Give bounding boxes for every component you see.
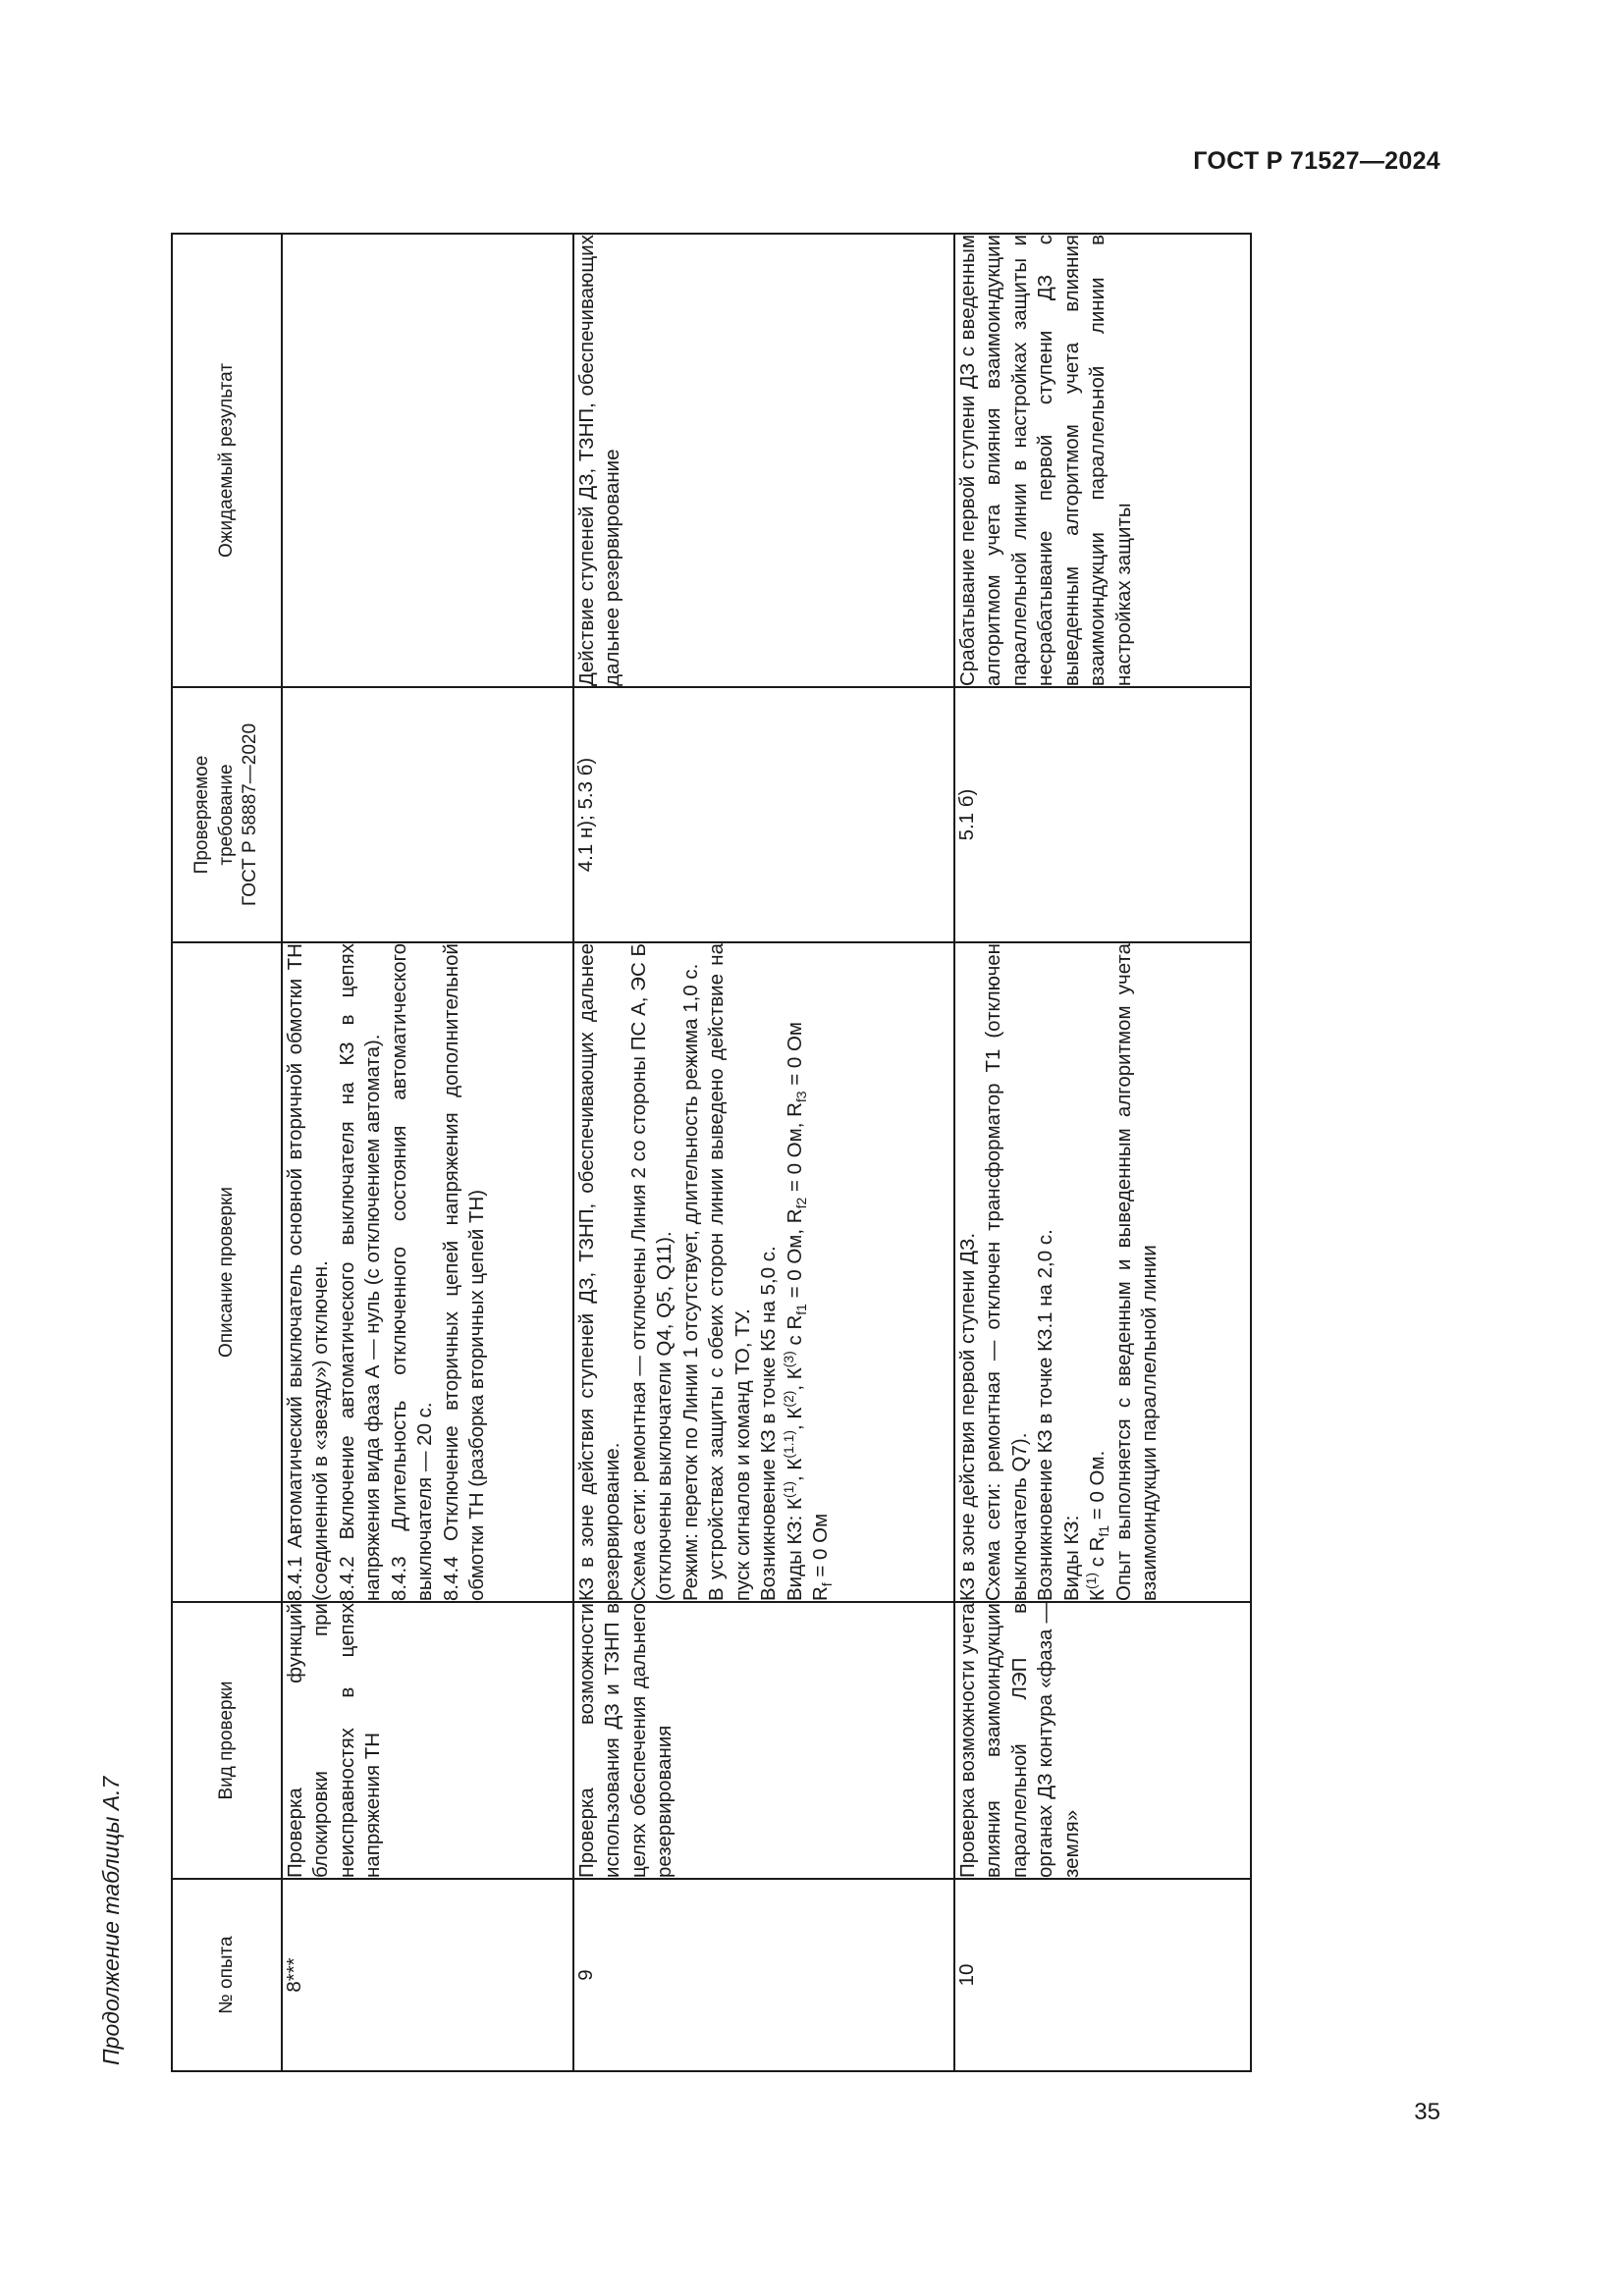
description-line: 8.4.2 Включение автоматического выключателя на КЗ в цепях напряжения вида фаза А — нуль (с отключением автомата). — [335, 943, 385, 1601]
cell-requirement — [282, 687, 573, 942]
req-header-line: Проверяемое — [190, 755, 212, 875]
description-line: В устройствах защиты с обеих сторон линии выведено действие на пуск сигналов и команд ТО, ТУ. — [705, 943, 754, 1601]
col-header-kind: Вид проверки — [172, 1602, 282, 1879]
resistance-index: f1 — [792, 1304, 809, 1315]
test-table — [171, 233, 1252, 2072]
cell-description — [573, 942, 954, 1602]
document-code: ГОСТ Р 71527—2024 — [1193, 147, 1440, 175]
req-header-line: требование — [215, 764, 237, 866]
description-line: 8.4.1 Автоматический выключатель основной вторичной обмотки ТН (соединенной в «звезду») отключен. — [284, 943, 333, 1601]
page-number: 35 — [1414, 2099, 1440, 2125]
fault-order: (1) — [1083, 1573, 1100, 1590]
rotated-table-wrapper — [171, 235, 1250, 2072]
resistance-index: f1 — [1096, 1524, 1112, 1537]
cell-result — [282, 234, 573, 687]
description-line: Режим: переток по Линии 1 отсутствует, длительность режима 1,0 с. — [678, 963, 702, 1601]
cell-requirement: 5.1 б) — [954, 687, 1251, 942]
fault-text: Виды КЗ: К — [783, 1498, 806, 1601]
fault-text: с R — [1086, 1536, 1110, 1573]
col-header-description: Описание проверки — [172, 942, 282, 1602]
cell-number: 10 — [954, 1879, 1251, 2071]
description-line: Виды КЗ: — [1059, 1515, 1083, 1601]
col-header-number: № опыта — [172, 1879, 282, 2071]
cell-kind: Проверка возможности учета влияния взаимоиндукции параллельной ЛЭП в органах ДЗ контура «фаза — земля» — [954, 1602, 1251, 1879]
fault-types-line — [808, 943, 834, 1601]
fault-text: = 0 Ом. — [1086, 1450, 1110, 1525]
description-line: Возникновение КЗ в точке К5 на 5,0 с. — [757, 1246, 781, 1601]
fault-text: = 0 Ом — [808, 1513, 832, 1583]
fault-text: , К — [783, 1367, 806, 1391]
cell-kind: Проверка возможности использования ДЗ и ТЗНП в целях обеспечения дальнего резервирования — [573, 1602, 954, 1879]
resistance-index: f — [819, 1582, 836, 1587]
description-line: Возникновение КЗ в точке К3.1 на 2,0 с. — [1034, 1229, 1057, 1601]
description-line: Схема сети: ремонтная — отключены Линия 2 со стороны ПС А, ЭС Б (отключены выключатели Q4, Q5, Q11). — [626, 943, 677, 1601]
fault-order: (1.1) — [780, 1429, 796, 1459]
table-continuation-caption: Продолжение таблицы А.7 — [98, 1776, 124, 2065]
cell-kind: Проверка функций блокировки при неисправностях в цепях напряжения ТН — [282, 1602, 573, 1879]
cell-number: 9 — [573, 1879, 954, 2071]
description-line: 8.4.4 Отключение вторичных цепей напряжения дополнительной обмотки ТН (разборка вторичных цепей ТН) — [439, 943, 489, 1601]
cell-number: 8*** — [282, 1879, 573, 2071]
description-line: КЗ в зоне действия первой ступени ДЗ. — [956, 1232, 979, 1601]
fault-text: , К — [783, 1458, 806, 1481]
col-header-result: Ожидаемый результат — [172, 234, 282, 687]
cell-result: Срабатывание первой ступени ДЗ с введенным алгоритмом учета влияния взаимоиндукции параллельной линии в настройках защиты и несрабатывание первой ступени ДЗ с выведенным алгоритмом учета влияния взаимоиндукции параллельной линии в настройках защиты — [954, 234, 1251, 687]
cell-result: Действие ступеней ДЗ, ТЗНП, обеспечивающих дальнее резервирование — [573, 234, 954, 687]
description-line: Схема сети: ремонтная — отключен трансформатор Т1 (отключен выключатель Q7). — [982, 943, 1031, 1601]
fault-order: (1) — [780, 1481, 796, 1499]
table-row — [573, 234, 954, 2071]
resistance-index: f3 — [792, 1091, 809, 1103]
fault-types-line — [780, 943, 809, 1601]
resistance-index: f2 — [792, 1197, 809, 1209]
description-line: КЗ в зоне действия ступеней ДЗ, ТЗНП, обеспечивающих дальнее резервирование. — [575, 943, 624, 1601]
table-header-row — [172, 234, 282, 2071]
fault-text: , К — [783, 1407, 806, 1430]
description-line: Опыт выполняется с введенным и выведенным алгоритмом учета взаимоиндукции параллельной линии — [1111, 943, 1162, 1601]
description-line: 8.4.3 Длительность отключенного состояния автоматического выключателя — 20 с. — [387, 943, 437, 1601]
fault-text: R — [808, 1586, 832, 1601]
fault-text: = 0 Ом, R — [783, 1208, 806, 1305]
fault-order: (2) — [780, 1390, 796, 1408]
cell-description — [954, 942, 1251, 1602]
fault-text: = 0 Ом — [783, 1021, 806, 1092]
table-row — [282, 234, 573, 2071]
fault-text: с R — [783, 1314, 806, 1352]
cell-requirement: 4.1 н); 5.3 б) — [573, 687, 954, 942]
fault-order: (3) — [780, 1351, 796, 1368]
fault-types-line — [1085, 943, 1110, 1601]
fault-text: К — [1086, 1589, 1110, 1601]
req-header-line: ГОСТ Р 58887—2020 — [240, 722, 261, 907]
cell-description — [282, 942, 573, 1602]
col-header-requirement — [172, 687, 282, 942]
fault-text: = 0 Ом, R — [783, 1102, 806, 1198]
table-row — [954, 234, 1251, 2071]
